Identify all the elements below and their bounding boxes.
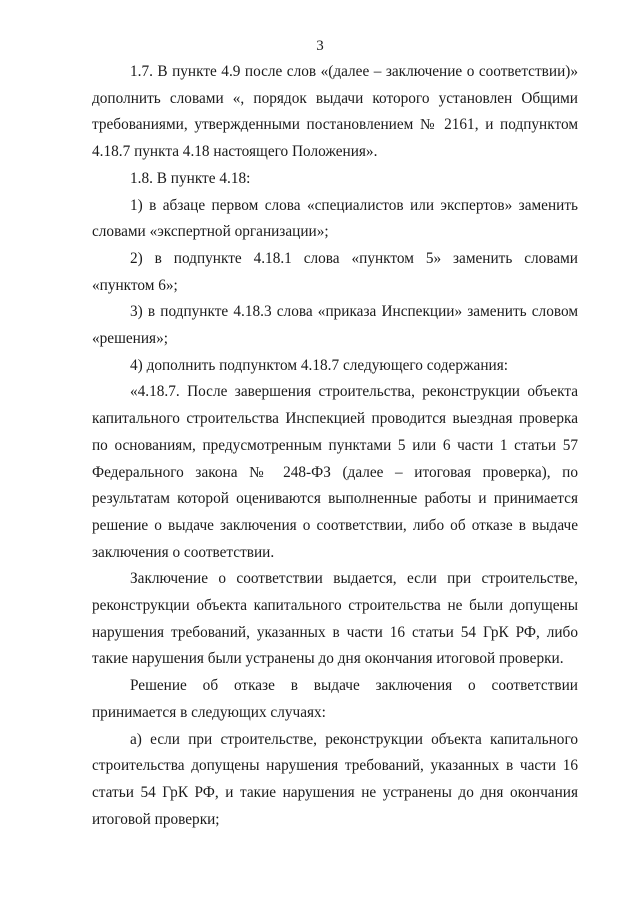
paragraph-refusal-cases: Решение об отказе в выдаче заключения о соответствии принимается в следующих случаях:: [92, 677, 578, 721]
refusal-case-a: а) если при строительстве, реконструкции объекта капитального строительства допущены нарушения требований, указанных в части 16 статьи 54 ГрК РФ, и такие нарушения не устранены до дня окончания итоговой проверки;: [92, 730, 578, 828]
page-number: 3: [316, 38, 324, 54]
subitem-2: 2) в подпункте 4.18.1 слова «пунктом 5» заменить словами «пунктом 6»;: [92, 249, 578, 294]
paragraph-1-7: 1.7. В пункте 4.9 после слов «(далее – заключение о соответствии)» дополнить словами «, порядок выдачи которого установлен Общими требованиями, утвержденными постановлением № 2161, и подпунктом 4.18.7 пункта 4.18 настоящего Положения».: [92, 63, 578, 161]
subitem-3: 3) в подпункте 4.18.3 слова «приказа Инспекции» заменить словом «решения»;: [92, 303, 578, 348]
subitem-1: 1) в абзаце первом слова «специалистов или экспертов» заменить словами «экспертной организации»;: [92, 196, 578, 241]
paragraph-conformity-issued: Заключение о соответствии выдается, если при строительстве, реконструкции объекта капитального строительства не были допущены нарушения требований, указанных в части 16 статьи 54 ГрК РФ, либо такие нарушения были устранены до дня окончания итоговой проверки.: [92, 570, 578, 668]
subitem-4: 4) дополнить подпунктом 4.18.7 следующего содержания:: [130, 356, 508, 374]
paragraph-1-8: 1.8. В пункте 4.18:: [130, 169, 251, 187]
document-body: [92, 59, 578, 833]
paragraph-4-18-7: «4.18.7. После завершения строительства, реконструкции объекта капитального строительства Инспекцией проводится выездная проверка по основаниям, предусмотренным пунктами 5 или 6 части 1 статьи 57 Федерального закона № 248-ФЗ (далее – итоговая проверка), по результатам которой оцениваются выполненные работы и принимается решение о выдаче заключения о соответствии, либо об отказе в выдаче заключения о соответствии.: [92, 383, 578, 561]
